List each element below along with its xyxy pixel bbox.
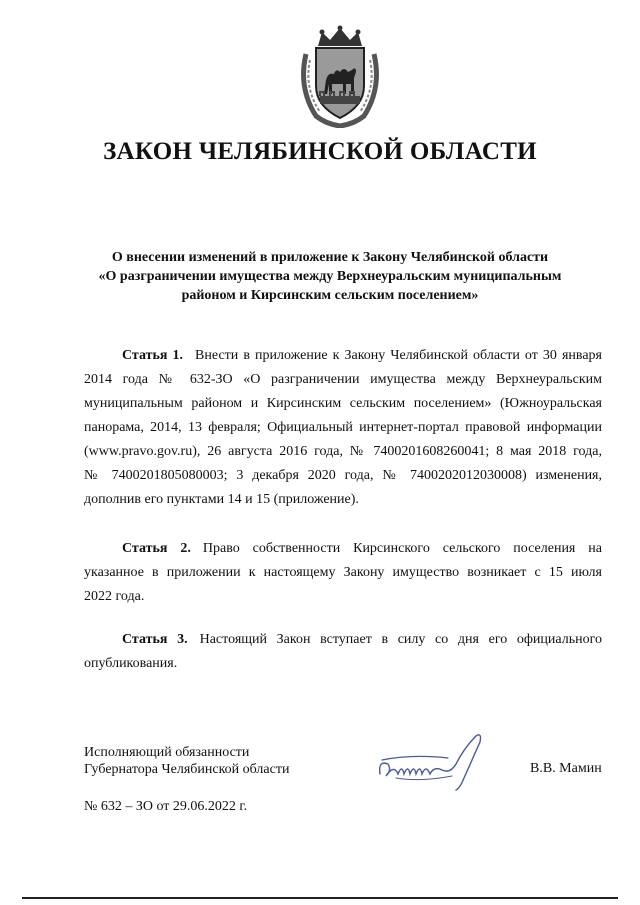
article-line: (www.pravo.gov.ru), 26 августа 2016 года, № 7400201608260041; 8 мая 2018 года,	[84, 444, 602, 459]
article-label: Статья 2.	[122, 541, 191, 556]
article-line: панорама, 2014, 13 февраля; Официальный интернет-портал правовой информации	[84, 420, 602, 435]
article-2	[84, 537, 602, 609]
coat-of-arms-icon	[296, 24, 384, 128]
article-line: № 7400201805080003; 3 декабря 2020 года, № 7400202012030008) изменения,	[84, 468, 602, 483]
law-number-date: № 632 – ЗО от 29.06.2022 г.	[84, 799, 248, 814]
article-line: 2022 года.	[84, 589, 145, 604]
article-line: указанное в приложении к настоящему Закону имущество возникает с 15 июля	[84, 565, 602, 580]
article-line: 2014 года № 632-ЗО «О разграничении имущества между Верхнеуральским	[84, 372, 602, 387]
signatory-position-line: Губернатора Челябинской области	[84, 762, 290, 777]
article-line: дополнив его пунктами 14 и 15 (приложение).	[84, 492, 359, 507]
article-label: Статья 1.	[122, 348, 184, 363]
bottom-divider	[22, 897, 618, 899]
article-line	[84, 628, 602, 652]
law-title: ЗАКОН ЧЕЛЯБИНСКОЙ ОБЛАСТИ	[103, 138, 537, 165]
subtitle-line: «О разграничении имущества между Верхнеуральским муниципальным	[98, 269, 562, 284]
subtitle-line: районом и Кирсинским сельским поселением»	[181, 288, 479, 303]
law-subtitle	[60, 248, 600, 305]
article-label: Статья 3.	[122, 632, 188, 647]
article-line	[84, 344, 602, 368]
article-line	[84, 537, 602, 561]
signatory-name: В.В. Мамин	[530, 761, 602, 776]
article-1	[84, 344, 602, 512]
article-text: Настоящий Закон вступает в силу со дня его официального	[199, 632, 602, 647]
signatory-position-line: Исполняющий обязанности	[84, 745, 250, 760]
article-text: Право собственности Кирсинского сельского поселения на	[202, 541, 602, 556]
subtitle-line: О внесении изменений в приложение к Закону Челябинской области	[111, 250, 549, 265]
article-line: муниципальным районом и Кирсинским сельским поселением» (Южноуральская	[84, 396, 602, 411]
handwritten-signature	[372, 730, 492, 794]
article-text: Внести в приложение к Закону Челябинской области от 30 января	[195, 348, 602, 363]
signatory-position	[84, 744, 289, 778]
article-line: опубликования.	[84, 656, 178, 671]
article-3	[84, 628, 602, 676]
